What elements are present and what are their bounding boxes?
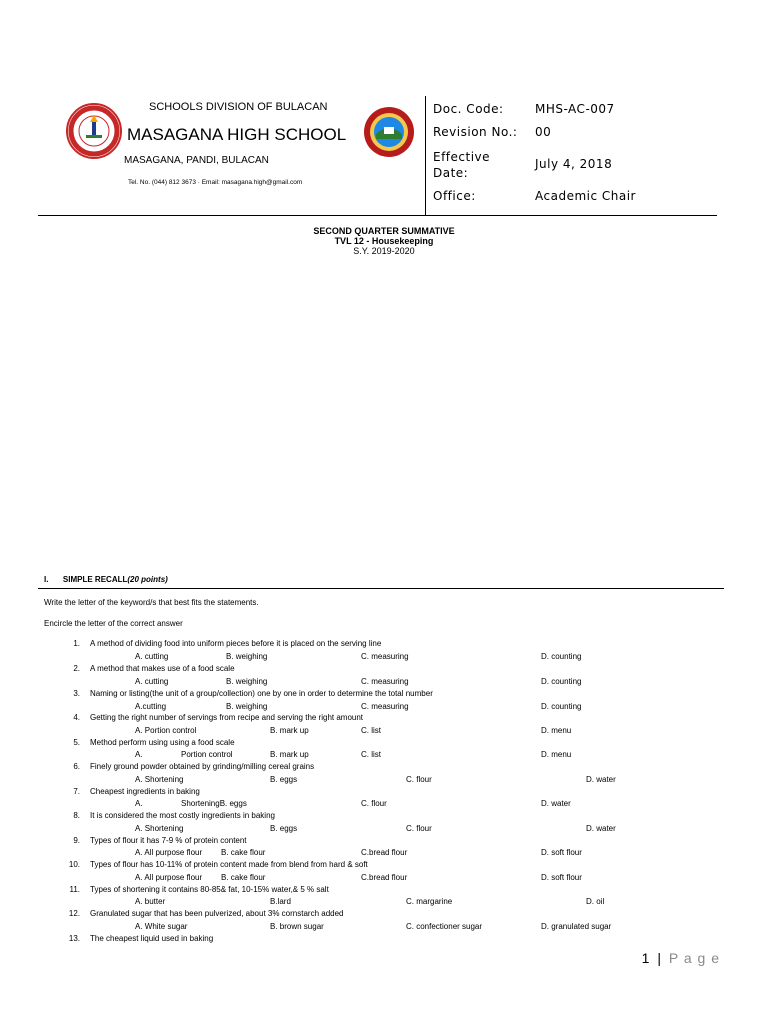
option-d[interactable]: D. soft flour [541,873,582,882]
question-number: 9. [73,836,80,845]
section-heading [44,575,168,584]
question-text: Granulated sugar that has been pulverized, about 3% cornstarch added [90,909,344,918]
effective-date-value: July 4, 2018 [535,157,613,171]
option-c[interactable]: C. measuring [361,677,409,686]
question-number: 4. [73,713,80,722]
option-b[interactable]: B. weighing [226,677,268,686]
page-number: 1 [641,950,650,966]
option-c[interactable]: C. confectioner sugar [406,922,483,931]
page-separator: | [657,950,661,966]
revision-label: Revision No.: [433,125,518,139]
school-year: S.Y. 2019-2020 [353,246,415,256]
option-c[interactable]: C. flour [406,775,432,784]
option-d[interactable]: D. menu [541,726,572,735]
option-d[interactable]: D. water [586,775,616,784]
question-text: Getting the right number of servings from recipe and serving the right amount [90,713,364,722]
question-number: 2. [73,664,80,673]
option-c[interactable]: C. measuring [361,702,409,711]
school-contact: Tel. No. (044) 812 3673 · Email: masagana.high@gmail.com [128,179,303,186]
option-a-text: Portion control [181,750,233,759]
question-text: It is considered the most costly ingredients in baking [90,811,275,820]
option-b[interactable]: B. eggs [270,824,298,833]
option-c[interactable]: C. list [361,726,381,735]
doc-code-label: Doc. Code: [433,102,504,116]
option-b[interactable]: B. weighing [226,702,268,711]
question-number: 7. [73,787,80,796]
option-d[interactable]: D. water [586,824,616,833]
header-rule [38,215,717,216]
section-title: SIMPLE RECALL [62,575,128,584]
question-text: Method perform using using a food scale [90,738,235,747]
option-a-b-text[interactable]: ShorteningB. eggs [181,799,247,808]
page-label: P a g e [668,950,720,966]
question-text: Types of flour it has 7-9 % of protein content [90,836,247,845]
option-d[interactable]: D. counting [541,702,582,711]
option-c[interactable]: C. margarine [406,897,453,906]
option-b[interactable]: B. brown sugar [270,922,324,931]
option-a[interactable]: A. cutting [135,652,169,661]
option-b[interactable]: B. cake flour [221,873,266,882]
section-points: (20 points) [127,575,168,584]
option-a[interactable]: A. All purpose flour [135,848,203,857]
question-number: 11. [69,885,80,894]
question-text: Cheapest ingredients in baking [90,787,200,796]
option-d[interactable]: D. counting [541,652,582,661]
effective-date-label: Effective Date: [433,150,491,180]
question-number: 8. [73,811,80,820]
option-b[interactable]: B. eggs [270,775,298,784]
option-c[interactable]: C. measuring [361,652,409,661]
option-b[interactable]: B. mark up [270,750,309,759]
option-b[interactable]: B. cake flour [221,848,266,857]
school-seal-icon [68,105,120,157]
revision-value: 00 [535,125,552,139]
option-c[interactable]: C.bread flour [361,848,408,857]
option-a[interactable]: A. All purpose flour [135,873,203,882]
section-number: I. [44,575,49,584]
question-number: 3. [73,689,80,698]
question-text: A method that makes use of a food scale [90,664,235,673]
option-d[interactable]: D. oil [586,897,605,906]
school-seal-logo [66,103,122,159]
option-c[interactable]: C. list [361,750,381,759]
question-text: A method of dividing food into uniform pieces before it is placed on the serving line [90,639,382,648]
option-b[interactable]: B. mark up [270,726,309,735]
option-d[interactable]: D. soft flour [541,848,582,857]
doc-code-value: MHS-AC-007 [535,102,615,116]
exam-subject: TVL 12 - Housekeeping [334,236,434,246]
school-address: MASAGANA, PANDI, BULACAN [124,155,269,166]
header-vertical-divider [425,96,426,215]
option-d[interactable]: D. counting [541,677,582,686]
division-seal-icon [364,107,414,157]
option-a[interactable]: A. [135,799,143,808]
option-a[interactable]: A. White sugar [135,922,188,931]
option-c[interactable]: C. flour [361,799,387,808]
question-number: 10. [68,860,80,869]
option-a[interactable]: A. [135,750,143,759]
option-a[interactable]: A. Portion control [135,726,197,735]
question-text: Types of shortening it contains 80-85& fat, 10-15% water,& 5 % salt [90,885,329,894]
option-a[interactable]: A. Shortening [135,824,184,833]
office-label: Office: [433,189,476,203]
office-value: Academic Chair [535,189,636,203]
option-c[interactable]: C. flour [406,824,432,833]
question-number: 1. [73,639,80,648]
division-name: SCHOOLS DIVISION OF BULACAN [149,101,328,113]
option-c[interactable]: C.bread flour [361,873,408,882]
section-rule [38,588,724,589]
option-d[interactable]: D. menu [541,750,572,759]
exam-title: SECOND QUARTER SUMMATIVE [313,226,455,236]
question-number: 13. [68,934,80,943]
option-a[interactable]: A.cutting [135,702,167,711]
school-name: MASAGANA HIGH SCHOOL [127,125,347,144]
page-footer [642,950,720,966]
question-number: 5. [73,738,80,747]
option-a[interactable]: A. cutting [135,677,169,686]
question-text: The cheapest liquid used in baking [90,934,214,943]
option-d[interactable]: D. granulated sugar [541,922,612,931]
question-text: Types of flour has 10-11% of protein content made from blend from hard & soft [90,860,368,869]
option-b[interactable]: B.lard [270,897,291,906]
question-text: Finely ground powder obtained by grinding/milling cereal grains [90,762,315,771]
question-number: 6. [73,762,80,771]
question-number: 12. [68,909,80,918]
option-d[interactable]: D. water [541,799,571,808]
option-a[interactable]: A. Shortening [135,775,184,784]
question-text: Naming or listing(the unit of a group/collection) one by one in order to determine the total number [90,689,433,698]
option-b[interactable]: B. weighing [226,652,268,661]
option-a[interactable]: A. butter [135,897,166,906]
instruction-1: Write the letter of the keyword/s that best fits the statements. [44,598,259,607]
division-seal-logo [364,107,414,157]
instruction-2: Encircle the letter of the correct answer [44,619,183,628]
